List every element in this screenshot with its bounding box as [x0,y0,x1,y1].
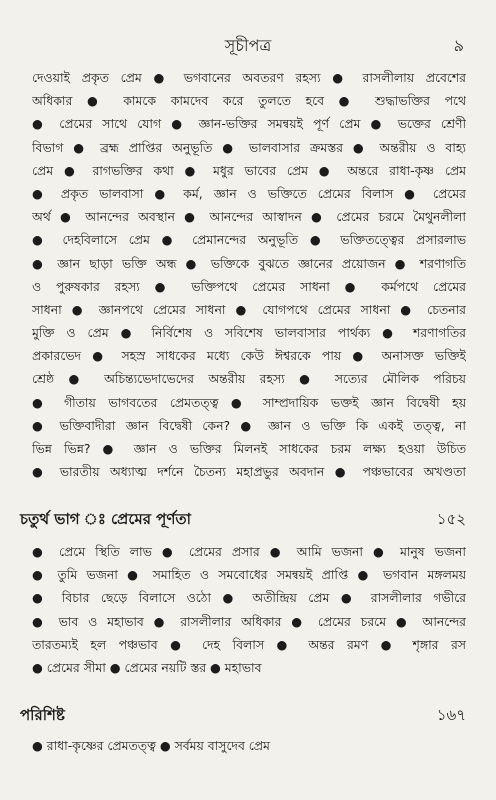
toc-line: অর্থ ● আনন্দের অবস্থান ● আনন্দের আস্বাদন ● প্রেমের চরমে মৈথুনলীলা [32,209,466,225]
toc-line: ● প্রকৃত ভালবাসা ● কর্ম, জ্ঞান ও ভক্তিতে প্রেমের বিলাস ● প্রেমের [32,185,466,201]
chapter3-entries [32,66,466,483]
toc-line: বিভাগ ● ব্রহ্ম প্রাপ্তির অনুভূতি ● ভালবাসার ক্রমস্তর ● অন্তরীয় ও বাহ্য [32,139,466,155]
toc-line: ● প্রেমের সীমা ● প্রেমের নয়টি স্তর ● মহাভাব [32,659,262,675]
toc-line: ● গীতায় ভাগবতের প্রেমতত্ত্ব ● সাম্প্রদায়িক ভক্তই জ্ঞান বিদ্বেষী হয় [32,394,466,410]
toc-line: ● প্রেমে স্থিতি লাভ ● প্রেমের প্রসার ● আমি ভজনা ● মানুষ ভজনা [32,544,466,559]
appendix-heading [20,702,466,728]
toc-line: অধিকার ● কামকে কামদেব করে তুলতে হবে ● শুদ্ধাভক্তির পথে [32,93,466,109]
toc-line: ● জ্ঞান ছাড়া ভক্তি অন্ধ ● ভক্তিকে বুঝতে জ্ঞানের প্রয়োজন ● শরণাগতি [32,255,466,271]
toc-line: ● প্রেমের সাথে যোগ ● জ্ঞান-ভক্তির সমন্বয়ই পূর্ণ প্রেম ● ভক্তের শ্রেণী [32,116,466,132]
toc-line: শ্রেষ্ঠ ● অচিন্ত্যভেদাভেদের অন্তরীয় রহস্য ● সত্যের মৌলিক পরিচয় [32,371,466,387]
toc-line: ● ভক্তিবাদীরা জ্ঞান বিদ্বেষী কেন? ● জ্ঞান ও ভক্তি কি একই তত্ত্ব, না [32,417,466,433]
toc-line: সাধনা ● জ্ঞানপথে প্রেমের সাধনা ● যোগপথে প্রেমের সাধনা ● চেতনার [32,301,466,317]
appendix-entries [32,734,466,757]
chapter4-page-number: ১৫২ [436,510,466,528]
toc-line: ● তুমি ভজনা ● সমাহিত ও সমবোধের সমন্বয়ই প্রাপ্তি ● ভগবান মঙ্গলময় [32,567,466,583]
toc-line: ও পুরুষকার রহস্য ● ভক্তিপথে প্রেমের সাধনা ● কর্মপথে প্রেমের [32,278,466,294]
appendix-title: পরিশিষ্ট [20,706,65,724]
toc-line: দেওয়াই প্রকৃত প্রেম ● ভগবানের অবতরণ রহস্য ● রাসলীলায় প্রবেশের [32,70,466,85]
page-number: ৯ [453,36,464,55]
page-title: সূচীপত্র [224,36,272,55]
toc-line: ● রাধা-কৃষ্ণের প্রেমতত্ত্ব ● সর্বময় বাসুদেব প্রেম [32,738,270,753]
chapter4-heading [20,506,466,532]
chapter4-entries [32,540,466,679]
toc-line: তারতম্যই হল পঞ্চভাব ● দেহ বিলাস ● অন্তর রমণ ● শৃঙ্গার রস [32,636,466,652]
toc-line: ● বিচার ছেড়ে বিলাসে ওঠো ● অতীন্দ্রিয় প্রেম ● রাসলীলার গভীরে [32,590,466,606]
toc-line: প্রেম ● রাগভক্তির কথা ● মধুর ভাবের প্রেম ● অন্তরে রাধা-কৃষ্ণ প্রেম [32,162,466,178]
chapter4-title: চতুর্থ ভাগ ঃ প্রেমের পূর্ণতা [20,510,192,528]
toc-line: মুক্তি ও প্রেম ● নির্বিশেষ ও সবিশেষ ভালবাসার পার্থক্য ● শরণাগতির [32,325,466,341]
toc-line: ● ভাব ও মহাভাব ● রাসলীলার অধিকার ● প্রেমের চরমে ● আনন্দের [32,613,466,629]
toc-line: ● দেহবিলাসে প্রেম ● প্রেমানন্দের অনুভূতি ● ভক্তিতত্ত্বের প্রসারলাভ [32,232,466,248]
page-header [0,34,496,58]
appendix-page-number: ১৬৭ [436,706,466,724]
toc-line: ভিন্ন ভিন্ন? ● জ্ঞান ও ভক্তির মিলনই সাধকের চরম লক্ষ্য হওয়া উচিত [32,441,466,456]
toc-line: ● ভারতীয় অধ্যাত্ম দর্শনে চৈতন্য মহাপ্রভুর অবদান ● পঞ্চভাবের অখণ্ডতা [32,464,466,480]
toc-line: প্রকারভেদ ● সহস্র সাধকের মধ্যে কেউ ঈশ্বরকে পায় ● অনাসক্ত ভক্তিই [32,348,466,364]
